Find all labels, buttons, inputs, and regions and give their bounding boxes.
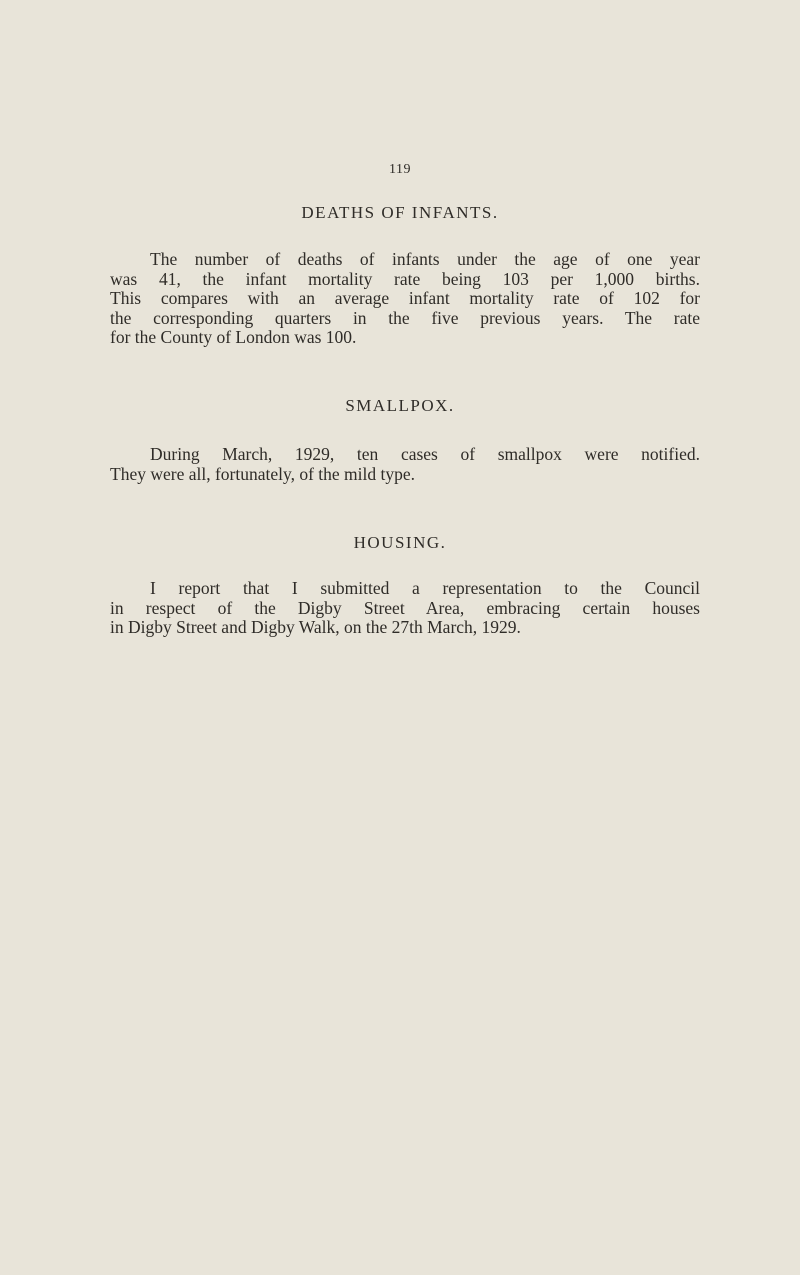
paragraph-line: The number of deaths of infants under the age of one year	[150, 249, 700, 269]
paragraph-line: I report that I submitted a representation to the Council	[150, 578, 700, 598]
paragraph-line: the corresponding quarters in the five previous years. The rate	[110, 307, 700, 328]
paragraph-housing	[110, 579, 700, 638]
paragraph-smallpox	[110, 445, 700, 484]
paragraph-line: for the County of London was 100.	[110, 327, 357, 347]
section-heading-deaths-of-infants: DEATHS OF INFANTS.	[301, 203, 499, 222]
paragraph-line: in Digby Street and Digby Walk, on the 27th March, 1929.	[110, 617, 521, 637]
paragraph-line: was 41, the infant mortality rate being 103 per 1,000 births.	[110, 268, 700, 289]
paragraph-line: During March, 1929, ten cases of smallpox were notified.	[150, 444, 700, 464]
section-heading-smallpox: SMALLPOX.	[345, 396, 455, 415]
page-number: 119	[389, 162, 411, 177]
paragraph-line: They were all, fortunately, of the mild type.	[110, 463, 416, 484]
paragraph-deaths-of-infants	[110, 250, 700, 348]
paragraph-line: This compares with an average infant mortality rate of 102 for	[110, 288, 700, 308]
section-heading-housing: HOUSING.	[353, 533, 447, 552]
paragraph-line: in respect of the Digby Street Area, embracing certain houses	[110, 597, 700, 618]
